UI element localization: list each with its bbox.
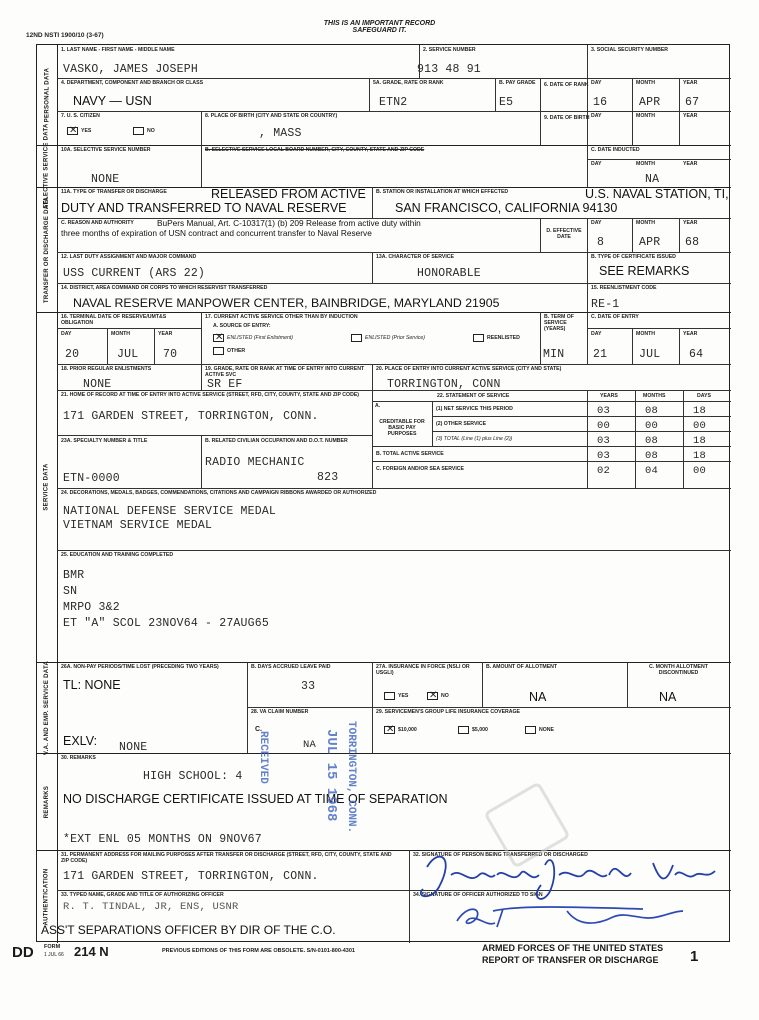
reenlisted-checkbox[interactable]	[473, 334, 484, 342]
service-number-value: 913 48 91	[417, 63, 481, 76]
copy-number: 1	[690, 948, 699, 965]
section-auth: AUTHENTICATION	[44, 867, 50, 926]
reason-value: BuPers Manual, Art. C-10317(1) (b) 209 Release from active duty within three months of expiration of USN contract and concurrent transfer to Naval Reserve	[61, 218, 421, 238]
district-value: NAVAL RESERVE MANPOWER CENTER, BAINBRIDGE, MARYLAND 21905	[73, 296, 500, 310]
officer-signature	[447, 897, 687, 938]
reenlist-code-value: RE-1	[591, 298, 620, 311]
branch-value: NAVY — USN	[73, 94, 152, 108]
sgli-none-checkbox[interactable]	[525, 726, 536, 734]
section-remarks: REMARKS	[44, 785, 50, 818]
section-service: SERVICE DATA	[44, 463, 50, 511]
officer-name-value: R. T. TINDAL, JR, ENS, USNR	[63, 901, 239, 913]
inducted-value: NA	[645, 173, 660, 186]
station-value: U.S. NAVAL STATION, TI, SAN FRANCISCO, CALIFORNIA 94130	[395, 187, 729, 215]
enlisted-prior-checkbox[interactable]	[351, 334, 362, 342]
other-entry-checkbox[interactable]	[213, 347, 224, 355]
certificate-value: SEE REMARKS	[599, 264, 690, 278]
form-title-2: REPORT OF TRANSFER OR DISCHARGE	[482, 955, 659, 965]
transfer-type-value: RELEASED FROM ACTIVE DUTY AND TRANSFERRED TO NAVAL RESERVE	[61, 187, 366, 215]
name-value: VASKO, JAMES JOSEPH	[63, 63, 198, 76]
high-school-value: HIGH SCHOOL: 4	[143, 770, 243, 783]
ss-number-value: NONE	[91, 173, 120, 186]
remark-extension: *EXT ENL 05 MONTHS ON 9NOV67	[63, 833, 262, 846]
insurance-no-checkbox[interactable]	[427, 692, 438, 700]
section-va: V.A. AND EMP. SERVICE DATA	[44, 660, 51, 755]
pay-grade-value: E5	[499, 96, 514, 109]
last-duty-value: USS CURRENT (ARS 22)	[63, 267, 206, 280]
form-body: PERSONAL DATA SELECTIVE SERVICE DATA TRANSFER OR DISCHARGE DATA SERVICE DATA V.A. AND EMP. SERVICE DATA REMARKS AUTHENTICATION 1. LAST NAME - FIRST NAME - MIDDLE NAME 2. SERVICE NUMBER 3. SOCIAL SECURITY NUMBER VASKO, JAMES JOSEPH 913 48 91 4. DEPARTMENT, COMPONENT AND BRANCH OR CLASS 5A. GRADE, RATE OR RANK B. PAY GRADE 6. DATE OF RANK DAY MONTH YEAR NAVY — USN ETN2 E5 16 APR 67 7. U. S. CITIZEN 8. PLACE OF BIRTH (CITY AND STATE OR COUNTRY) 9. DATE OF BIRTH DAY MONTH YEAR ✕ YES NO , MASS 10A. SELECTIVE SERVICE NUMBER B. SELECTIVE SERVICE LOCAL BOARD NUMBER, CITY, COUNTY, STATE AND ZIP CODE C. DATE INDUCTED DAY MONTH YEAR NONE NA 11A. TYPE OF TRANSFER OR DISCHARGE B. STATION OR INSTALLATION AT WHICH EFFECTED RELEASED FROM ACTIVE DUTY AND TRANSFERRED TO NAVAL RESERVE U.S. NAVAL STATION, TI, SAN FRANCISCO, CALIFORNIA 94130 C. REASON AND AUTHORITY BuPers Manual, Art. C-10317(1) (b) 209 Release from active duty within three months of expiration of USN contract and concurrent transfer to Naval Reserve D. EFFECTIVE DATE DAY MONTH YEAR 8 APR 68 12. LAST DUTY ASSIGNMENT AND MAJOR COMMAND 13A. CHARACTER OF SERVICE B. TYPE OF CERTIFICATE ISSUED USS CURRENT (ARS 22) HONORABLE SEE REMARKS 14. DISTRICT, AREA COMMAND OR CORPS TO WHICH RESERVIST TRANSFERRED 15. REENLISTMENT CODE NAVAL RESERVE MANPOWER CENTER, BAINBRIDGE, MARYLAND 21905 RE-1 16. TERMINAL DATE OF RESERVE/UMT&S OBLIGATION DAY MONTH YEAR 20 JUL 70 17. CURRENT ACTIVE SERVICE OTHER THAN BY INDUCTION A. SOURCE OF ENTRY: ✕ ENLISTED (First Enlistment) ENLISTED (Prior Service) REENLISTED OTHER B. TERM OF SERVICE (YEARS) MIN C. DATE OF ENTRY DAY MONTH YEAR 21 JUL 64 18. PRIOR REGULAR ENLISTMENTS 19. GRADE, RATE OR RANK AT TIME OF ENTRY INTO CURRENT ACTIVE SVC 20. PLACE OF ENTRY INTO CURRENT ACTIVE SERVICE (CITY AND STATE) NONE SR EF TORRINGTON, CONN 21. HOME OF RECORD AT TIME OF ENTRY INTO ACTIVE SERVICE (STREET, RFD, CITY, COUNTY, STATE AND ZIP CODE) 171 GARDEN STREET, TORRINGTON, CONN. 23A. SPECIALTY NUMBER & TITLE B. RELATED CIVILIAN OCCUPATION AND D.O.T. NUMBER RADIO MECHANIC 823 ETN-0000 22. STATEMENT OF SERVICE YEARS MONTHS DAYS A. CREDITABLE FOR BASIC PAY PURPOSES (1) NET SERVICE THIS PERIOD (2) OTHER SERVICE (3) TOTAL (Line (1) plus Line (2)) B. TOTAL ACTIVE SERVICE C. FOREIGN AND/OR SEA SERVICE 03 08 18 00 00 00 03 08 18 03 08 18 02 04 00 24. DECORATIONS, MEDALS, BADGES, COMMENDATIONS, CITATIONS AND CAMPAIGN RIBBONS AWARDED OR AUTHORIZED NATIONAL DEFENSE SERVICE MEDAL VIETNAM SERVICE MEDAL 25. EDUCATION AND TRAINING COMPLETED BMR SN MRPO 3&2 ET "A" SCOL 23NOV64 - 27AUG65 26A. NON-PAY PERIODS/TIME LOST (PRECEDING TWO YEARS) TL: NONE B. DAYS ACCRUED LEAVE PAID 33 27A. INSURANCE IN FORCE (NSLI OR USGLI) YES ✕ NO B. AMOUNT OF ALLOTMENT NA C. MONTH ALLOTMENT DISCONTINUED NA EXLV: NONE 28. VA CLAIM NUMBER C. NA 29. SERVICEMEN'S GROUP LIFE INSURANCE COVERAGE ✕ $10,000 $5,000 NONE 30. REMARKS HIGH SCHOOL: 4 NO DISCHARGE CERTIFICATE ISSUED AT TIME OF SEPARATION *EXT ENL 05 MONTHS ON 9NOV67 31. PERMANENT ADDRESS FOR MAILING PURPOSES AFTER TRANSFER OR DISCHARGE (STREET, RFD, CITY, COUNTY, STATE AND ZIP CODE) 171 GARDEN STREET, TORRINGTON, CONN. 32. SIGNATURE OF PERSON BEING TRANSFERRED OR DISCHARGED 33. TYPED NAME, GRADE AND TITLE OF AUTHORIZING OFFICER R. T. TINDAL, JR, ENS, USNR 34. SIGNATURE OF OFFICER AUTHORIZED TO SIGN ASS'T SEPARATIONS OFFICER BY DIR OF THE C.O. TORRINGTON, CONN. JUL 15 1968 RECEIVED	[36, 44, 730, 942]
home-record-value: 171 GARDEN STREET, TORRINGTON, CONN.	[63, 410, 319, 423]
remark-certificate: NO DISCHARGE CERTIFICATE ISSUED AT TIME OF SEPARATION	[63, 792, 448, 806]
citizen-no-checkbox[interactable]	[133, 127, 144, 135]
mail-address-value: 171 GARDEN STREET, TORRINGTON, CONN.	[63, 870, 319, 883]
sgli-10000-checkbox[interactable]	[384, 726, 395, 734]
section-personal: PERSONAL DATA	[44, 67, 51, 123]
citizen-yes-checkbox[interactable]	[67, 127, 78, 135]
leave-paid-value: 33	[301, 680, 316, 693]
insurance-yes-checkbox[interactable]	[384, 692, 395, 700]
time-lost-value: TL: NONE	[63, 678, 121, 692]
birth-place-value: , MASS	[259, 127, 302, 140]
form-dd: DD	[12, 944, 34, 961]
enlisted-first-checkbox[interactable]	[213, 334, 224, 342]
rate-value: ETN2	[379, 96, 408, 109]
term-service-value: MIN	[543, 348, 565, 361]
officer-title-value: ASS'T SEPARATIONS OFFICER BY DIR OF THE C.O.	[41, 923, 336, 937]
discharge-form-page: THIS IS AN IMPORTANT RECORD SAFEGUARD IT. 12ND NSTI 1900/10 (3-67) PERSONAL DATA SELECTIVE SERVICE DATA TRANSFER OR DISCHARGE DATA SERVICE DATA V.A. AND EMP. SERVICE DATA REMARKS AUTHENTICATION 1. LAST NAME - FIRST NAME - MIDDLE NAME 2. SERVICE NUMBER 3. SOCIAL SECURITY NUMBER VASKO, JAMES JOSEPH 913 48 91 4. DEPARTMENT, COMPONENT AND BRANCH OR CLASS 5A. GRADE, RATE OR RANK B. PAY GRADE 6. DATE OF RANK DAY MONTH YEAR NAVY — USN ETN2 E5 16 APR 67 7. U. S. CITIZEN 8. PLACE OF BIRTH (CITY AND STATE OR COUNTRY) 9. DATE OF BIRTH DAY MONTH YEAR ✕ YES NO , MASS 10A. SELECTIVE SERVICE NUMBER B. SELECTIVE SERVICE LOCAL BOARD NUMBER, CITY, COUNTY, STATE AND ZIP CODE C. DATE INDUCTED DAY MONTH YEAR NONE NA 11A. TYPE OF TRANSFER OR DISCHARGE B. STATION OR INSTALLATION AT WHICH EFFECTED RELEASED FROM ACTIVE DUTY AND TRANSFERRED TO NAVAL RESERVE U.S. NAVAL STATION, TI, SAN FRANCISCO, CALIFORNIA 94130 C. REASON AND AUTHORITY BuPers Manual, Art. C-10317(1) (b) 209 Release from active duty within three months of expiration of USN contract and concurrent transfer to Naval Reserve D. EFFECTIVE DATE DAY MONTH YEAR 8 APR 68 12. LAST DUTY ASSIGNMENT AND MAJOR COMMAND 13A. CHARACTER OF SERVICE B. TYPE OF CERTIFICATE ISSUED USS CURRENT (ARS 22) HONORABLE SEE REMARKS 14. DISTRICT, AREA COMMAND OR CORPS TO WHICH RESERVIST TRANSFERRED 15. REENLISTMENT CODE NAVAL RESERVE MANPOWER CENTER, BAINBRIDGE, MARYLAND 21905 RE-1 16. TERMINAL DATE OF RESERVE/UMT&S OBLIGATION DAY MONTH YEAR 20 JUL 70 17. CURRENT ACTIVE SERVICE OTHER THAN BY INDUCTION A. SOURCE OF ENTRY: ✕ ENLISTED (First Enlistment) ENLISTED (Prior Service) REENLISTED OTHER B. TERM OF SERVICE (YEARS) MIN C. DATE OF ENTRY DAY MONTH YEAR 21 JUL 64 18. PRIOR REGULAR ENLISTMENTS 19. GRADE, RATE OR RANK AT TIME OF ENTRY INTO CURRENT ACTIVE SVC 20. PLACE OF ENTRY INTO CURRENT ACTIVE SERVICE (CITY AND STATE) NONE SR EF TORRINGTON, CONN 21. HOME OF RECORD AT TIME OF ENTRY INTO ACTIVE SERVICE (STREET, RFD, CITY, COUNTY, STATE AND ZIP CODE) 171 GARDEN STREET, TORRINGTON, CONN. 23A. SPECIALTY NUMBER & TITLE B. RELATED CIVILIAN OCCUPATION AND D.O.T. NUMBER RADIO MECHANIC 823 ETN-0000 22. STATEMENT OF SERVICE YEARS MONTHS DAYS A. CREDITABLE FOR BASIC PAY PURPOSES (1) NET SERVICE THIS PERIOD (2) OTHER SERVICE (3) TOTAL (Line (1) plus Line (2)) B. TOTAL ACTIVE SERVICE C. FOREIGN AND/OR SEA SERVICE 03 08 18 00 00 00 03 08 18 03 08 18 02 04 00 24. DECORATIONS, MEDALS, BADGES, COMMENDATIONS, CITATIONS AND CAMPAIGN RIBBONS AWARDED OR AUTHORIZED NATIONAL DEFENSE SERVICE MEDAL VIETNAM SERVICE MEDAL 25. EDUCATION AND TRAINING COMPLETED BMR SN MRPO 3&2 ET "A" SCOL 23NOV64 - 27AUG65 26A. NON-PAY PERIODS/TIME LOST (PRECEDING TWO YEARS) TL: NONE B. DAYS ACCRUED LEAVE PAID 33 27A. INSURANCE IN FORCE (NSLI OR USGLI) YES ✕ NO B. AMOUNT OF ALLOTMENT NA C. MONTH ALLOTMENT DISCONTINUED NA EXLV: NONE 28. VA CLAIM NUMBER C. NA 29. SERVICEMEN'S GROUP LIFE INSURANCE COVERAGE ✕ $10,000 $5,000 NONE 30. REMARKS HIGH SCHOOL: 4 NO DISCHARGE CERTIFICATE ISSUED AT TIME OF SEPARATION *EXT ENL 05 MONTHS ON 9NOV67 31. PERMANENT ADDRESS FOR MAILING PURPOSES AFTER TRANSFER OR DISCHARGE (STREET, RFD, CITY, COUNTY, STATE AND ZIP CODE) 171 GARDEN STREET, TORRINGTON, CONN. 32. SIGNATURE OF PERSON BEING TRANSFERRED OR DISCHARGED 33. TYPED NAME, GRADE AND TITLE OF AUTHORIZING OFFICER R. T. TINDAL, JR, ENS, USNR 34. SIGNATURE OF OFFICER AUTHORIZED TO SIGN ASS'T SEPARATIONS OFFICER BY DIR OF THE C.O. TORRINGTON, CONN. JUL 15 1968 RECEIVED DD FORM 1 JUL 66 214 N PREVIOUS EDITIONS OF THIS FORM ARE OBSOLETE. S/N-0101-800-4301 ARMED FORCES OF THE UNITED STATES REPORT OF TRANSFER OR DISCHARGE 1	[0, 0, 759, 1020]
important-notice: THIS IS AN IMPORTANT RECORD SAFEGUARD IT.	[323, 20, 436, 34]
character-value: HONORABLE	[417, 267, 481, 280]
section-selective: SELECTIVE SERVICE DATA	[44, 123, 50, 209]
form-title-1: ARMED FORCES OF THE UNITED STATES	[482, 943, 664, 953]
form-reference: 12ND NSTI 1900/10 (3-67)	[26, 32, 104, 39]
form-number: 214 N	[74, 944, 109, 959]
section-transfer: TRANSFER OR DISCHARGE DATA	[44, 196, 50, 303]
sgli-5000-checkbox[interactable]	[458, 726, 469, 734]
